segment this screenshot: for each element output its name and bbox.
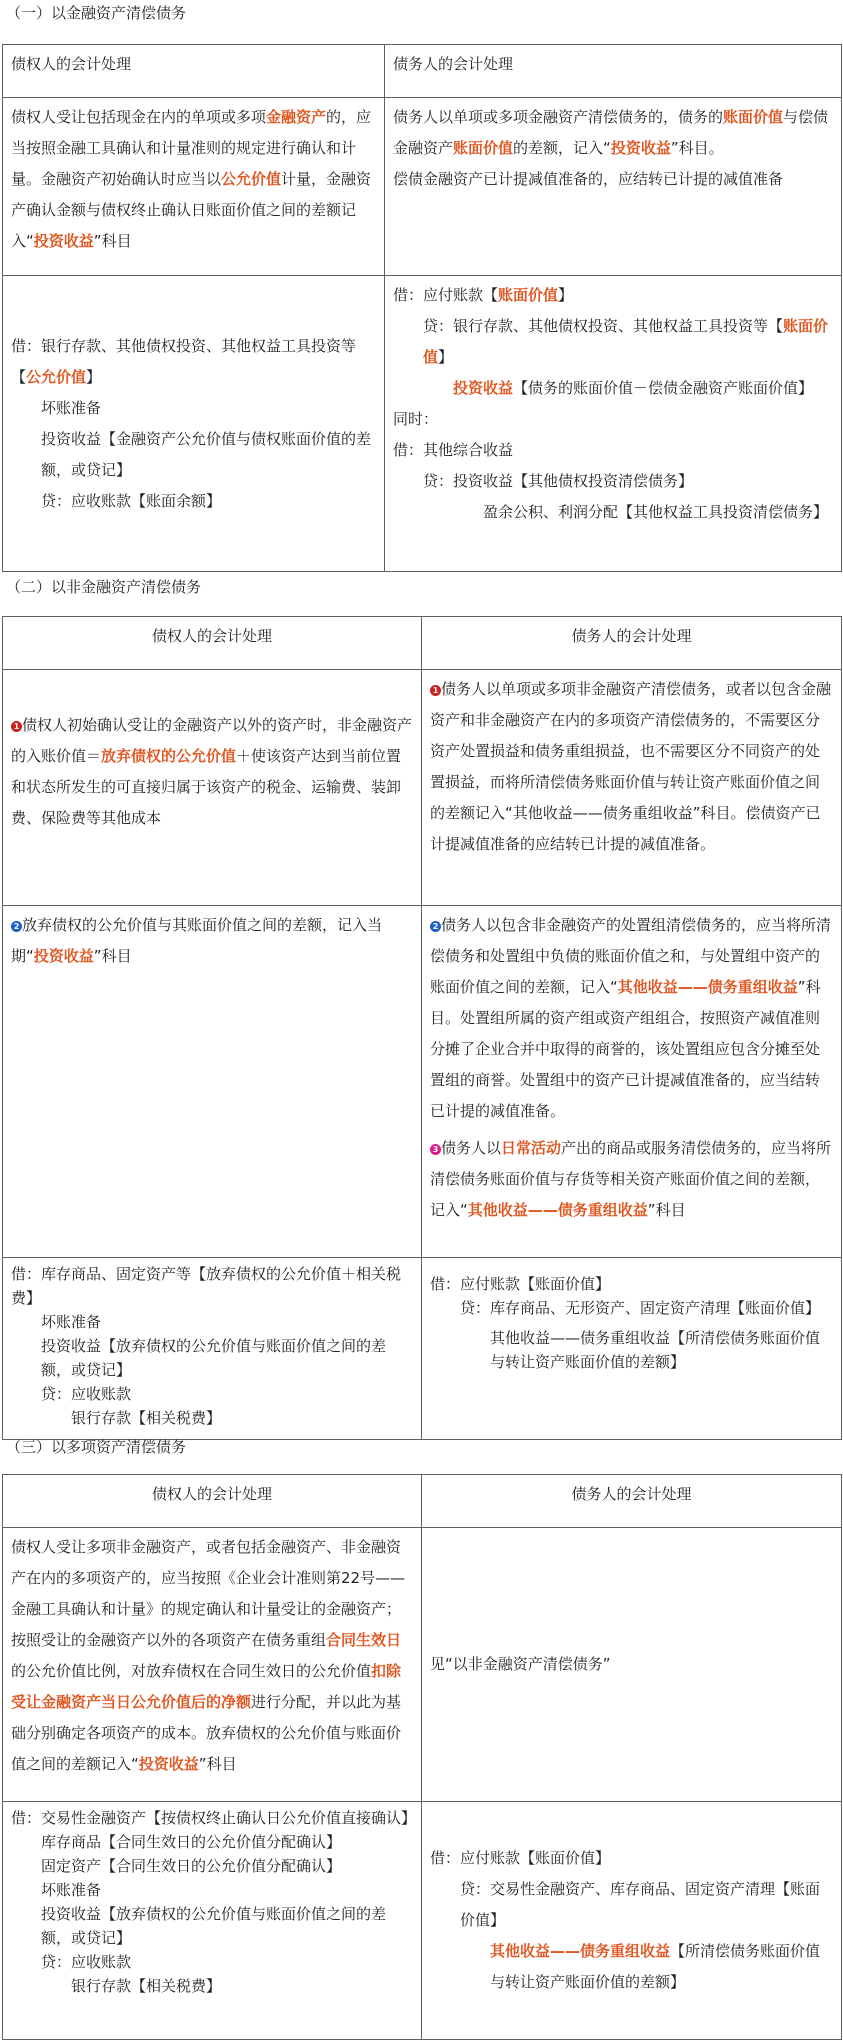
table-row [3, 1528, 842, 1802]
debtor-disposal-group-text: 2 债务人以包含非金融资产的处置组清偿债务的，应当将所清偿债务和处置组中负债的账面价值之和，与处置组中资产的账面价值之间的差额，记入“其他收益——债务重组收益”科目。处置组所属的资产组或资产组组合，按照资产减值准则分摊了企业合并中取得的商誉的，该处置组应包含分摊至处置组的商誉。处置组中的资产已计提减值准备的，应当结转已计提的减值准备。 3 债务人以日常活动产出的商品或服务清偿债务的，应当将所清偿债务账面价值与存货等相关资产账面价值之间的差额，记入“其他收益——债务重组收益”科目 [422, 906, 842, 1258]
debtor-recognition-text: 债务人以单项或多项金融资产清偿债务的，债务的账面价值与偿债金融资产账面价值的差额，记入“投资收益”科目。 偿债金融资产已计提减值准备的，应结转已计提的减值准备 [385, 98, 842, 276]
table-multiple-assets [2, 1474, 842, 2040]
number-badge-2: 2 [430, 921, 441, 932]
number-badge-1: 1 [430, 685, 441, 696]
creditor-journal-entry: 借：交易性金融资产【按债权终止确认日公允价值直接确认】 库存商品【合同生效日的公允价值分配确认】 固定资产【合同生效日的公允价值分配确认】 坏账准备 投资收益【放弃债权的公允价值与账面价值之间的差额，或贷记】 贷：应收账款 银行存款【相关税费】 [3, 1802, 422, 2040]
section-title-3: （三）以多项资产清偿债务 [6, 1438, 187, 1456]
table-row [3, 98, 842, 276]
table-row [3, 276, 842, 572]
debtor-journal-entry: 借：应付账款【账面价值】 贷：库存商品、无形资产、固定资产清理【账面价值】 其他收益——债务重组收益【所清偿债务账面价值与转让资产账面价值的差额】 [422, 1258, 842, 1440]
table-header-row [3, 1475, 842, 1528]
table-row [3, 1802, 842, 2040]
debtor-journal-entry: 借：应付账款【账面价值】 贷：交易性金融资产、库存商品、固定资产清理【账面价值】 其他收益——债务重组收益【所清偿债务账面价值与转让资产账面价值的差额】 [422, 1802, 842, 2040]
debtor-single-or-multiple-assets: 1 债务人以单项或多项非金融资产清偿债务，或者以包含金融资产和非金融资产在内的多项资产清偿债务的，不需要区分资产处置损益和债务重组损益，也不需要区分不同资产的处置损益，而将所清偿债务账面价值与转让资产账面价值之间的差额记入“其他收益——债务重组收益”科目。偿债资产已计提减值准备的应结转已计提的减值准备。 [422, 670, 842, 906]
number-badge-2: 2 [11, 921, 22, 932]
table-row [3, 670, 842, 906]
table-non-financial-assets [2, 616, 842, 1440]
header-debtor: 债务人的会计处理 [422, 617, 842, 670]
debtor-see-reference: 见“以非金融资产清偿债务” [422, 1528, 842, 1802]
section-title-2: （二）以非金融资产清偿债务 [6, 578, 202, 596]
header-creditor: 债权人的会计处理 [3, 617, 422, 670]
debtor-journal-entry: 借：应付账款【账面价值】 贷：银行存款、其他债权投资、其他权益工具投资等【账面价值】 投资收益【债务的账面价值－偿债金融资产账面价值】 同时： 借：其他综合收益 贷：投资收益【其他债权投资清偿债务】 盈余公积、利润分配【其他权益工具投资清偿债务】 [385, 276, 842, 572]
header-creditor: 债权人的会计处理 [3, 45, 385, 98]
creditor-multiple-assets-text: 债权人受让多项非金融资产，或者包括金融资产、非金融资产在内的多项资产的，应当按照《企业会计准则第22号——金融工具确认和计量》的规定确认和计量受让的金融资产；按照受让的金融资产以外的各项资产在债务重组合同生效日的公允价值比例，对放弃债权在合同生效日的公允价值扣除受让金融资产当日公允价值后的净额进行分配，并以此为基础分别确定各项资产的成本。放弃债权的公允价值与账面价值之间的差额记入“投资收益”科目 [3, 1528, 422, 1802]
creditor-initial-recognition: 1 债权人初始确认受让的金融资产以外的资产时，非金融资产的入账价值＝放弃债权的公允价值＋使该资产达到当前位置和状态所发生的可直接归属于该资产的税金、运输费、装卸费、保险费等其他成本 [3, 670, 422, 906]
table-header-row [3, 45, 842, 98]
table-row [3, 1258, 842, 1440]
creditor-recognition-text: 债权人受让包括现金在内的单项或多项金融资产的，应当按照金融工具确认和计量准则的规定进行确认和计量。金融资产初始确认时应当以公允价值计量，金融资产确认金额与债权终止确认日账面价值之间的差额记入“投资收益”科目 [3, 98, 385, 276]
creditor-journal-entry: 借：库存商品、固定资产等【放弃债权的公允价值＋相关税费】 坏账准备 投资收益【放弃债权的公允价值与账面价值之间的差额，或贷记】 贷：应收账款 银行存款【相关税费】 [3, 1258, 422, 1440]
creditor-journal-entry: 借：银行存款、其他债权投资、其他权益工具投资等【公允价值】 坏账准备 投资收益【金融资产公允价值与债权账面价值的差额，或贷记】 贷：应收账款【账面余额】 [3, 276, 385, 572]
header-debtor: 债务人的会计处理 [385, 45, 842, 98]
section-title-1: （一）以金融资产清偿债务 [6, 4, 187, 22]
table-financial-assets [2, 44, 842, 572]
table-header-row [3, 617, 842, 670]
creditor-difference-text: 2 放弃债权的公允价值与其账面价值之间的差额，记入当期“投资收益”科目 [3, 906, 422, 1258]
number-badge-3: 3 [430, 1144, 441, 1155]
header-creditor: 债权人的会计处理 [3, 1475, 422, 1528]
header-debtor: 债务人的会计处理 [422, 1475, 842, 1528]
table-row [3, 906, 842, 1258]
number-badge-1: 1 [11, 721, 22, 732]
